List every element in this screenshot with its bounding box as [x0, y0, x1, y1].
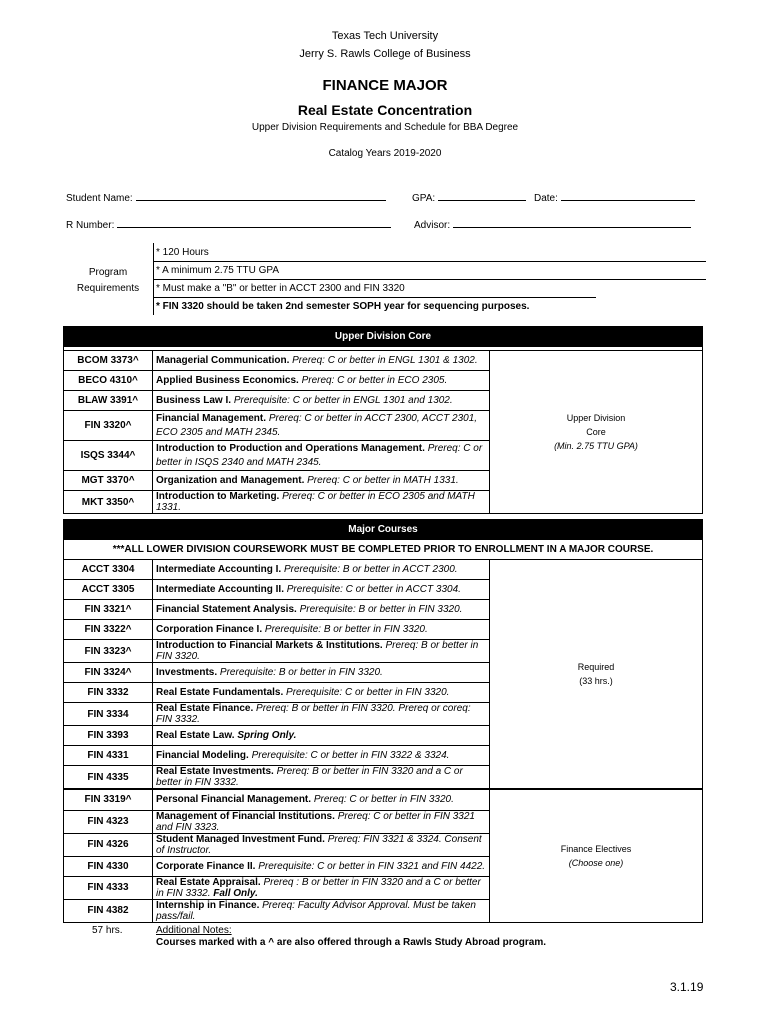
course-code: FIN 3321^ [64, 600, 153, 620]
course-code: MGT 3370^ [64, 471, 153, 491]
rnumber-line[interactable] [117, 217, 391, 228]
course-code: FIN 4333 [64, 876, 153, 899]
table-row [64, 560, 703, 580]
course-code: FIN 3322^ [64, 620, 153, 640]
course-code: FIN 3332 [64, 683, 153, 703]
course-code: ISQS 3344^ [64, 441, 153, 471]
course-description: Applied Business Economics. Prereq: C or better in ECO 2305. [153, 371, 490, 391]
rnumber-field[interactable] [66, 217, 391, 231]
course-code: FIN 3319^ [64, 789, 153, 810]
additional-notes-text: Courses marked with a ^ are also offered through a Rawls Study Abroad program. [156, 937, 546, 948]
upper-division-core-table [63, 326, 703, 514]
course-description: Intermediate Accounting II. Prerequisite: C or better in ACCT 3304. [153, 580, 490, 600]
concentration-title: Real Estate Concentration [297, 102, 473, 118]
course-description: Corporate Finance II. Prerequisite: C or better in FIN 3321 and FIN 4422. [153, 856, 490, 876]
course-code: MKT 3350^ [64, 491, 153, 514]
course-code: FIN 3323^ [64, 640, 153, 663]
gpa-label: GPA: [412, 193, 436, 204]
course-code: FIN 4330 [64, 856, 153, 876]
course-description: Corporation Finance I. Prerequisite: B or better in FIN 3320. [153, 620, 490, 640]
course-code: FIN 3320^ [64, 411, 153, 441]
course-description: Financial Management. Prereq: C or better in ACCT 2300, ACCT 2301, ECO 2305 and MATH 2345. [153, 411, 490, 441]
course-code: FIN 4335 [64, 766, 153, 790]
major-courses-table [63, 519, 703, 923]
course-code: FIN 3393 [64, 726, 153, 746]
upper-core-note: Upper Division Core (Min. 2.75 TTU GPA) [490, 351, 703, 514]
course-description: Internship in Finance. Prereq: Faculty Advisor Approval. Must be taken pass/fail. [153, 899, 490, 922]
advisor-field[interactable] [414, 217, 691, 231]
course-description: Introduction to Production and Operations Management. Prereq: C or better in ISQS 2340 and MATH 2345. [153, 441, 490, 471]
course-code: BCOM 3373^ [64, 351, 153, 371]
course-description: Intermediate Accounting I. Prerequisite: B or better in ACCT 2300. [153, 560, 490, 580]
course-description: Personal Financial Management. Prereq: C or better in FIN 3320. [153, 789, 490, 810]
course-description: Management of Financial Institutions. Prereq: C or better in FIN 3321 and FIN 3323. [153, 810, 490, 833]
program-item: * 120 Hours [154, 244, 706, 262]
major-courses-header: Major Courses [64, 520, 703, 540]
program-item: * Must make a "B" or better in ACCT 2300 and FIN 3320 [154, 280, 596, 298]
course-description: Investments. Prerequisite: B or better in FIN 3320. [153, 663, 490, 683]
student-name-field[interactable] [66, 190, 386, 204]
course-description: Business Law I. Prerequisite: C or better in ENGL 1301 and 1302. [153, 391, 490, 411]
course-code: FIN 4382 [64, 899, 153, 922]
student-name-label: Student Name: [66, 193, 133, 204]
electives-note: Finance Electives (Choose one) [490, 789, 703, 922]
additional-notes-label: Additional Notes: [156, 925, 232, 936]
rnumber-label: R Number: [66, 220, 115, 231]
required-note: Required (33 hrs.) [490, 560, 703, 790]
course-code: FIN 3324^ [64, 663, 153, 683]
program-requirements [64, 241, 704, 315]
course-description: Financial Statement Analysis. Prerequisite: B or better in FIN 3320. [153, 600, 490, 620]
course-description: Introduction to Financial Markets & Institutions. Prereq: B or better in FIN 3320. [153, 640, 490, 663]
gpa-line[interactable] [438, 190, 526, 201]
advisor-label: Advisor: [414, 220, 451, 231]
course-code: FIN 4323 [64, 810, 153, 833]
table-row [64, 351, 703, 371]
upper-core-header: Upper Division Core [64, 327, 703, 347]
date-label: Date: [534, 193, 558, 204]
course-code: ACCT 3304 [64, 560, 153, 580]
date-line[interactable] [561, 190, 695, 201]
program-item: * A minimum 2.75 TTU GPA [154, 262, 706, 280]
date-field[interactable] [534, 190, 695, 204]
program-item: * FIN 3320 should be taken 2nd semester SOPH year for sequencing purposes. [156, 301, 530, 312]
subtitle: Upper Division Requirements and Schedule for BBA Degree [251, 122, 519, 133]
course-code: FIN 4331 [64, 746, 153, 766]
course-description: Real Estate Investments. Prereq: B or better in FIN 3320 and a C or better in FIN 3332. [153, 766, 490, 790]
course-description: Financial Modeling. Prerequisite: C or better in FIN 3322 & 3324. [153, 746, 490, 766]
course-description: Managerial Communication. Prereq: C or better in ENGL 1301 & 1302. [153, 351, 490, 371]
course-description: Real Estate Fundamentals. Prerequisite: C or better in FIN 3320. [153, 683, 490, 703]
course-code: BLAW 3391^ [64, 391, 153, 411]
course-description: Real Estate Appraisal. Prereq : B or better in FIN 3320 and a C or better in FIN 3332. Fall Only. [153, 876, 490, 899]
table-row [64, 789, 703, 810]
course-description: Introduction to Marketing. Prereq: C or better in ECO 2305 and MATH 1331. [153, 491, 490, 514]
university-name: Texas Tech University [331, 30, 439, 42]
major-title: FINANCE MAJOR [322, 77, 448, 94]
total-hours: 57 hrs. [92, 925, 123, 936]
lower-division-notice: ***ALL LOWER DIVISION COURSEWORK MUST BE COMPLETED PRIOR TO ENROLLMENT IN A MAJOR COURSE. [64, 540, 703, 560]
course-code: FIN 3334 [64, 703, 153, 726]
version-number: 3.1.19 [670, 980, 704, 994]
course-code: FIN 4326 [64, 833, 153, 856]
catalog-years: Catalog Years 2019-2020 [328, 148, 442, 159]
gpa-field[interactable] [412, 190, 526, 204]
course-description: Real Estate Law. Spring Only. [153, 726, 490, 746]
course-description: Student Managed Investment Fund. Prereq: FIN 3321 & 3324. Consent of Instructor. [153, 833, 490, 856]
course-description: Organization and Management. Prereq: C or better in MATH 1331. [153, 471, 490, 491]
student-name-line[interactable] [136, 190, 386, 201]
program-requirements-label: Program Requirements [76, 267, 140, 294]
course-code: ACCT 3305 [64, 580, 153, 600]
course-description: Real Estate Finance. Prereq: B or better in FIN 3320. Prereq or coreq: FIN 3332. [153, 703, 490, 726]
advisor-line[interactable] [453, 217, 691, 228]
college-name: Jerry S. Rawls College of Business [299, 48, 471, 60]
course-code: BECO 4310^ [64, 371, 153, 391]
